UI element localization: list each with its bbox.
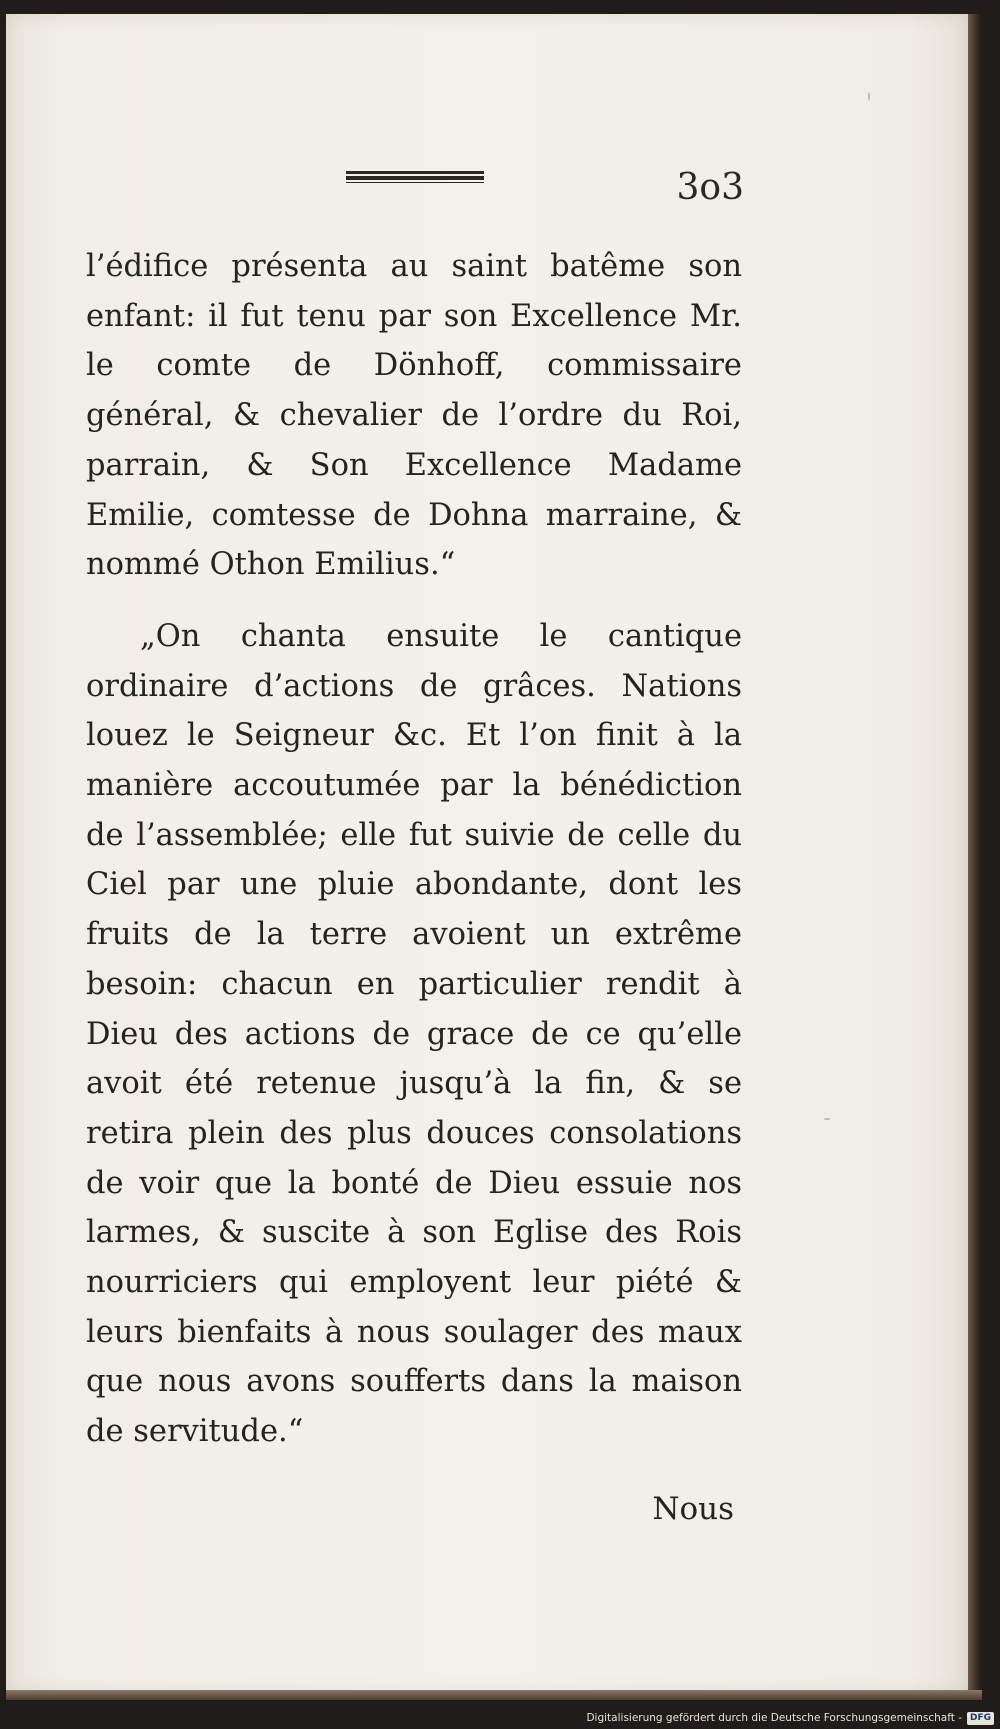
- body-text: [86, 242, 742, 1457]
- header-ornament: [346, 171, 484, 183]
- book-edge: [968, 14, 982, 1694]
- paragraph: „On chanta ensuite le cantique ordinaire d’actions de grâces. Nations louez le Seigneur &c. Et l’on finit à la manière accoutumée par la bénédiction de l’assemblée; elle fut suivie de celle du Ciel par une pluie abondante, dont les fruits de la terre avoient un extrême besoin: chacun en particulier rendit à Dieu des actions de grace de ce qu’elle avoit été retenue jusqu’à la fin, & se retira plein des plus douces consolations de voir que la bonté de Dieu essuie nos larmes, & suscite à son Eglise des Rois nourriciers qui employent leur piété & leurs bienfaits à nous soulager des maux que nous avons soufferts dans la maison de servitude.“: [86, 618, 742, 1450]
- digitization-credit: [586, 1710, 994, 1726]
- dfg-logo: DFG: [967, 1712, 994, 1725]
- paper-speck: [868, 92, 870, 101]
- book-page: [6, 14, 968, 1694]
- credit-text: Digitalisierung gefördert durch die Deutsche Forschungsgemeinschaft -: [586, 1712, 962, 1724]
- paper-speck: [824, 1118, 830, 1120]
- page-number: 3o3: [676, 167, 744, 208]
- book-bottom-edge: [6, 1690, 982, 1700]
- catchword: Nous: [652, 1491, 734, 1527]
- paragraph: l’édifice présenta au saint batême son enfant: il fut tenu par son Excellence Mr. le comte de Dönhoff, commissaire général, & chevalier de l’ordre du Roi, parrain, & Son Excellence Madame Emilie, comtesse de Dohna marraine, & nommé Othon Emilius.“: [86, 249, 742, 583]
